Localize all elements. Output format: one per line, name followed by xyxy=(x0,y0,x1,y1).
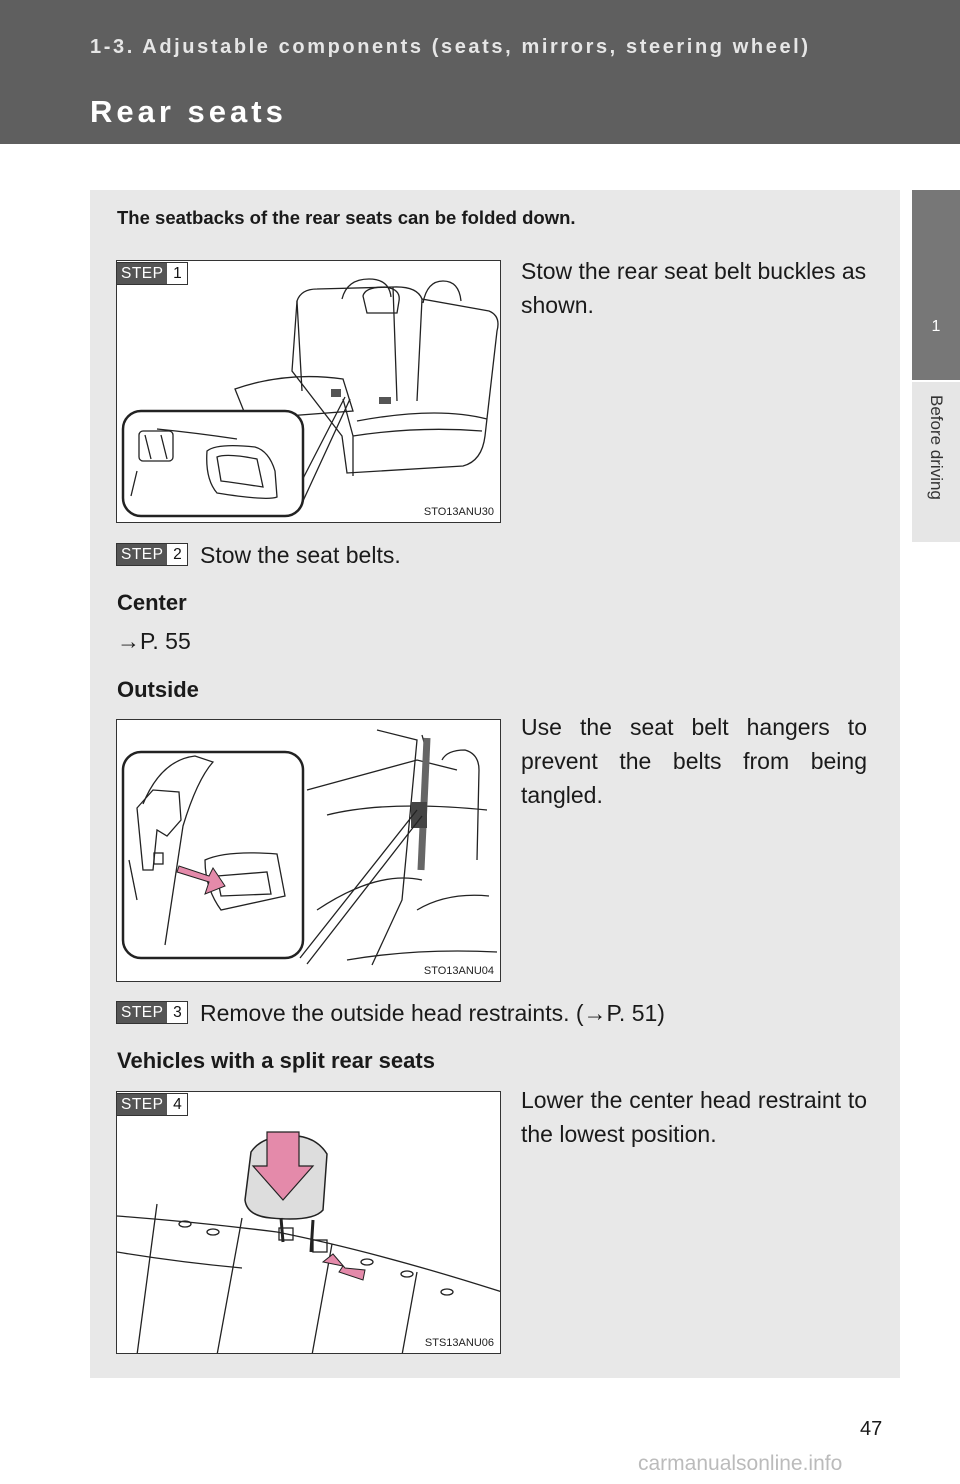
step-word: STEP xyxy=(117,544,167,565)
step-1-text: Stow the rear seat belt buckles as shown. xyxy=(521,258,867,318)
figure-rear-seat-buckles xyxy=(116,260,501,523)
step-word: STEP xyxy=(117,1094,167,1115)
section-title: 1-3. Adjustable components (seats, mirrors, steering wheel) xyxy=(90,36,811,58)
step-number: 2 xyxy=(167,544,187,565)
chapter-tab[interactable] xyxy=(912,190,960,380)
split-seats-heading: Vehicles with a split rear seats xyxy=(117,1048,435,1073)
step-1-badge xyxy=(116,262,188,285)
page-header xyxy=(0,0,960,144)
step-word: STEP xyxy=(117,1002,167,1023)
center-head-restraint-illustration xyxy=(117,1092,501,1354)
step-4-badge xyxy=(116,1093,188,1116)
seat-belt-hangers-illustration xyxy=(117,720,501,982)
figure-code: STO13ANU04 xyxy=(423,965,494,977)
step-number: 4 xyxy=(167,1094,187,1115)
step-3-badge xyxy=(116,1001,188,1024)
step-4-text: Lower the center head restraint to the lowest position. xyxy=(521,1087,867,1147)
intro-text: The seatbacks of the rear seats can be folded down. xyxy=(117,207,576,228)
step-2-badge xyxy=(116,543,188,566)
center-heading: Center xyxy=(117,590,187,615)
page-number: 47 xyxy=(860,1418,883,1440)
step-2-text: Stow the seat belts. xyxy=(200,542,401,568)
outside-heading: Outside xyxy=(117,677,199,702)
figure-center-head-restraint xyxy=(116,1091,501,1354)
watermark: carmanualsonline.info xyxy=(638,1452,843,1475)
page-title: Rear seats xyxy=(90,94,287,129)
chapter-tab-label: Before driving xyxy=(927,395,946,500)
figure-seat-belt-hangers xyxy=(116,719,501,982)
step-3-text: Remove the outside head restraints. (→P. 51) xyxy=(200,1000,665,1026)
outside-text: Use the seat belt hangers to prevent the belts from being tangled. xyxy=(521,714,867,808)
step-word: STEP xyxy=(117,263,167,284)
chapter-tab-number: 1 xyxy=(931,318,941,335)
center-reference[interactable]: →P. 55 xyxy=(117,628,191,654)
figure-code: STS13ANU06 xyxy=(424,1337,494,1349)
step-number: 3 xyxy=(167,1002,187,1023)
figure-code: STO13ANU30 xyxy=(423,506,494,518)
rear-seat-buckles-illustration xyxy=(117,261,501,523)
step-number: 1 xyxy=(167,263,187,284)
